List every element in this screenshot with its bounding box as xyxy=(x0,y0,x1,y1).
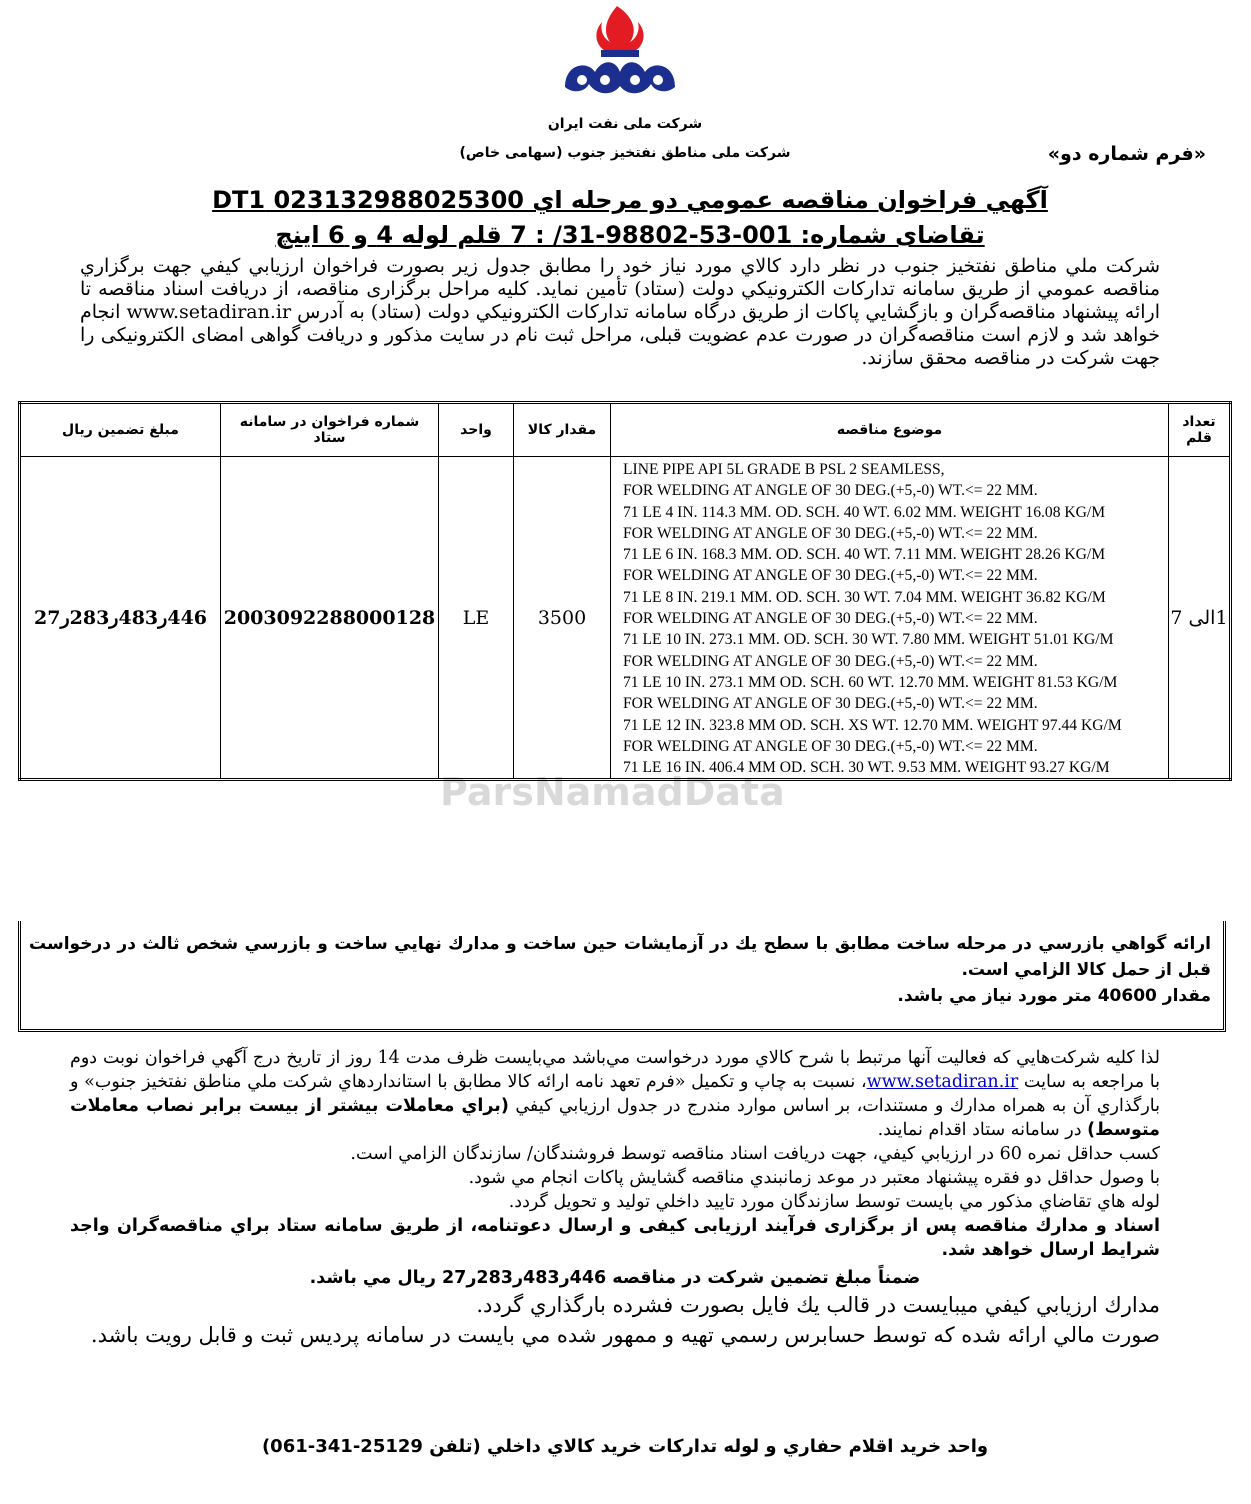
condition-3: با وصول حداقل دو فقره پيشنهاد معتبر در موعد زمانبندي مناقصه گشايش پاكات انجام مي شود. xyxy=(468,1168,1160,1188)
footer-contact: واحد خريد اقلام حفاري و لوله تداركات خريد كالاي داخلي (تلفن 25129-341-061) xyxy=(261,1436,989,1457)
amount-note: مقدار 40600 متر مورد نياز مي باشد. xyxy=(897,986,1211,1006)
subject-line: 71 LE 4 IN. 114.3 MM. OD. SCH. 40 WT. 6.02 MM. WEIGHT 16.08 KG/M xyxy=(623,503,1106,521)
subject-line: 71 LE 12 IN. 323.8 MM OD. SCH. XS WT. 12.70 MM. WEIGHT 97.44 KG/M xyxy=(623,716,1122,734)
subsidiary-name: شرکت ملی مناطق نفتخیز جنوب (سهامی خاص) xyxy=(459,145,791,161)
header-guarantee: مبلغ تضمین ریال xyxy=(20,403,221,457)
condition-1-bold: (براي معاملات بيشتر از بيست برابر نصاب معاملات متوسط) xyxy=(70,1096,1160,1140)
tender-title: آگهي فراخوان مناقصه عمومي دو مرحله اي 023132988025300 DT1 xyxy=(212,186,1048,214)
subject-line: FOR WELDING AT ANGLE OF 30 DEG.(+5,-0) WT.<= 22 MM. xyxy=(623,610,1038,628)
condition-7: مدارك ارزيابي كيفي ميبايست در قالب يك فايل بصورت فشرده بارگذاري گردد. xyxy=(476,1293,1160,1317)
subject-line: FOR WELDING AT ANGLE OF 30 DEG.(+5,-0) WT.<= 22 MM. xyxy=(623,482,1038,500)
cell-guarantee: 446ر483ر283ر27 xyxy=(20,457,221,780)
request-number: تقاضای شماره: 001-53-98802-31/ : 7 قلم لوله 4 و 6 اینچ xyxy=(275,221,985,249)
subject-line: LINE PIPE API 5L GRADE B PSL 2 SEAMLESS, xyxy=(623,461,945,478)
subject-line: FOR WELDING AT ANGLE OF 30 DEG.(+5,-0) WT.<= 22 MM. xyxy=(623,737,1038,755)
setadiran-link[interactable]: www.setadiran.ir xyxy=(866,1072,1019,1092)
header-count: تعداد قلم xyxy=(1169,403,1231,457)
intro-paragraph: شركت ملي مناطق نفتخيز جنوب در نظر دارد كالاي مورد نياز خود را مطابق جدول زير بصورت فراخوان ارزيابي كيفي جهت برگزاري مناقصه عمومي از طريق سامانه تداركات الكترونيكي دولت (ستاد) تأمين نمايد. كليه مراحل برگزاری مناقصه، از دريافت اسناد مناقصه تا ارائه پيشنهاد مناقصه‌گران و بازگشايي پاكات از طريق درگاه سامانه تداركات الكترونيكي دولت (ستاد) به آدرس www.setadiran.ir انجام خواهد شد و لازم است مناقصه‌گران در صورت عدم عضويت قبلی، مراحل ثبت نام در سايت مذكور و دريافت گواهی امضای الكترونيكی را جهت شركت در مناقصه محقق سازند. xyxy=(80,255,1160,369)
condition-1-text-b: ، نسبت به چاپ و تكميل «فرم تعهد نامه ارائه كالا مطابق با استانداردهاي شركت ملي مناطق نفتخيز جنوب» و بارگذاري آن به همراه مدارك و مستندات، بر اساس موارد مندرج در جدول ارزيابي كيفي xyxy=(70,1072,1160,1116)
cell-count: 1الی 7 xyxy=(1169,457,1231,780)
header-unit: واحد xyxy=(439,403,514,457)
subject-line: 71 LE 10 IN. 273.1 MM OD. SCH. 60 WT. 12.70 MM. WEIGHT 81.53 KG/M xyxy=(623,673,1118,691)
cell-unit: LE xyxy=(439,457,514,780)
tender-table xyxy=(18,401,1232,781)
cell-quantity: 3500 xyxy=(514,457,611,780)
table-header-row xyxy=(20,403,1231,457)
table-row xyxy=(20,457,1231,780)
condition-4: لوله هاي تقاضاي مذكور مي بايست توسط سازندگان مورد تاييد داخلي توليد و تحويل گردد. xyxy=(508,1192,1160,1212)
cell-setad-number: 2003092288000128 xyxy=(221,457,439,780)
inspection-note-box xyxy=(18,921,1226,1032)
watermark: ParsNamadData xyxy=(440,770,785,814)
guarantee-note: ضمناً مبلغ تضمين شركت در مناقصه 446ر483ر283ر27 ريال مي باشد. xyxy=(309,1268,921,1288)
nioc-flame-logo-icon xyxy=(555,2,685,102)
subject-line: 71 LE 16 IN. 406.4 MM OD. SCH. 30 WT. 9.53 MM. WEIGHT 93.27 KG/M xyxy=(623,759,1110,777)
subject-line: 71 LE 8 IN. 219.1 MM. OD. SCH. 30 WT. 7.04 MM. WEIGHT 36.82 KG/M xyxy=(623,588,1106,606)
subject-line: FOR WELDING AT ANGLE OF 30 DEG.(+5,-0) WT.<= 22 MM. xyxy=(623,567,1038,585)
header-setad-number: شماره فراخوان در سامانه ستاد xyxy=(221,403,439,457)
cell-subject xyxy=(611,457,1169,780)
condition-1-text-a: لذا كليه شركت‌هايي كه فعاليت آنها مرتبط با شرح كالاي مورد درخواست مي‌باشد مي‌بايست ظرف مدت 14 روز از تاريخ درج آگهي فراخوان نوبت دوم با مراجعه به سايت xyxy=(70,1048,1160,1092)
subject-line: FOR WELDING AT ANGLE OF 30 DEG.(+5,-0) WT.<= 22 MM. xyxy=(623,652,1038,670)
subject-lines xyxy=(623,459,1160,778)
header-quantity: مقدار کالا xyxy=(514,403,611,457)
subject-line: 71 LE 6 IN. 168.3 MM. OD. SCH. 40 WT. 7.11 MM. WEIGHT 28.26 KG/M xyxy=(623,546,1106,564)
condition-5: اسناد و مدارك مناقصه پس از برگزاری فرآیند ارزیابی کیفی و ارسال دعوتنامه، از طريق سامانه ستاد براي مناقصه‌گران واجد شرايط ارسال خواهد شد. xyxy=(70,1216,1160,1260)
conditions-section xyxy=(70,1046,1160,1350)
form-number: «فرم شماره دو» xyxy=(1047,143,1206,165)
header-subject: موضوع مناقصه xyxy=(611,403,1169,457)
company-name: شرکت ملی نفت ایران xyxy=(547,116,703,132)
condition-1 xyxy=(70,1046,1160,1142)
condition-1-text-c: در سامانه ستاد اقدام نمايند. xyxy=(877,1120,1082,1140)
condition-2: كسب حداقل نمره 60 در ارزيابي كيفي، جهت دريافت اسناد مناقصه توسط فروشندگان/ سازندگان الزامي است. xyxy=(350,1144,1160,1164)
subject-line: 71 LE 10 IN. 273.1 MM. OD. SCH. 30 WT. 7.80 MM. WEIGHT 51.01 KG/M xyxy=(623,631,1114,649)
subject-line: FOR WELDING AT ANGLE OF 30 DEG.(+5,-0) WT.<= 22 MM. xyxy=(623,695,1038,713)
subject-line: FOR WELDING AT ANGLE OF 30 DEG.(+5,-0) WT.<= 22 MM. xyxy=(623,524,1038,542)
condition-8: صورت مالي ارائه شده كه توسط حسابرس رسمي تهيه و ممهور شده مي بايست در سامانه پرديس ثبت و قابل رويت باشد. xyxy=(90,1323,1160,1347)
inspection-note: ارائه گواهي بازرسي در مرحله ساخت مطابق با سطح يك در آزمايشات حين ساخت و مدارك نهايي ساخت و بازرسي شخص ثالث در درخواست قبل از حمل كالا الزامي است. xyxy=(29,934,1211,980)
